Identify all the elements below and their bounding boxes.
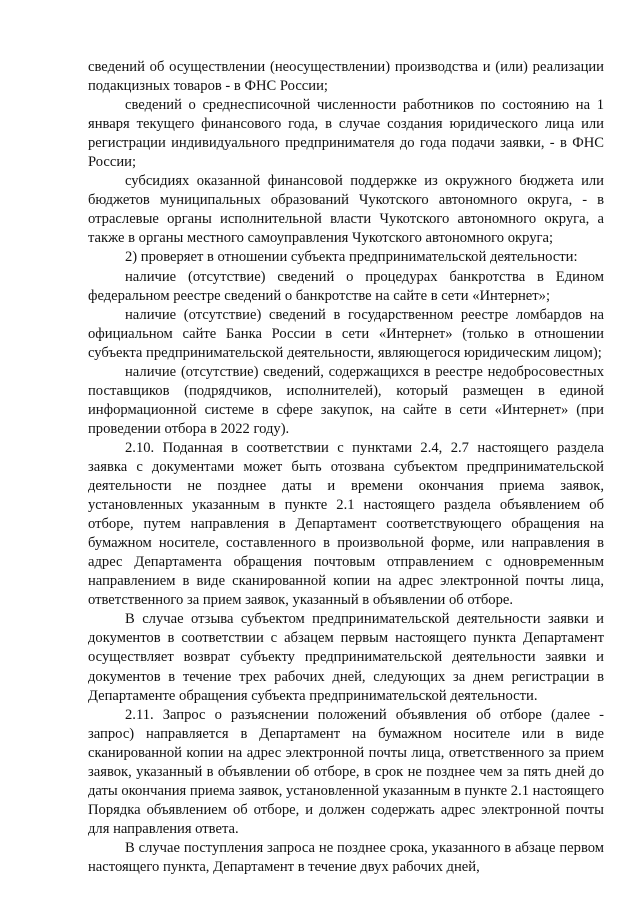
paragraph-unfair-suppliers-check: наличие (отсутствие) сведений, содержащихся в реестре недобросовестных поставщиков (подрядчиков, исполнителей), который размещен в единой информационной системе в сфере закупок, на сайте в сети «Интернет» (при проведении отбора в 2022 году). bbox=[88, 363, 604, 437]
paragraph-headcount-info: сведений о среднесписочной численности работников по состоянию на 1 января текущего финансового года, в случае создания юридического лица или регистрации индивидуального предпринимателя до года подачи заявки, - в ФНС России; bbox=[88, 97, 604, 171]
paragraph-section-2-10: 2.10. Поданная в соответствии с пунктами 2.4, 2.7 настоящего раздела заявка с документами может быть отозвана субъектом предпринимательской деятельности не позднее даты и времени окончания приема заявок, установленных указанным в пункте 2.1 настоящего раздела объявлением об отборе, путем направления в Департамент соответствующего обращения на бумажном носителе, составленного в произвольной форме, или направления в адрес Департамента обращения почтовым отправлением с одновременным направлением в виде сканированной копии на адрес электронной почты лица, ответственного за прием заявок, указанный в объявлении об отборе. bbox=[88, 439, 604, 609]
document-page bbox=[88, 58, 604, 877]
paragraph-verification-intro: 2) проверяет в отношении субъекта предпринимательской деятельности: bbox=[125, 249, 578, 266]
paragraph-bankruptcy-check: наличие (отсутствие) сведений о процедурах банкротства в Едином федеральном реестре сведений о банкротстве на сайте в сети «Интернет»; bbox=[88, 268, 604, 304]
paragraph-excise-goods-info: сведений об осуществлении (неосуществлении) производства и (или) реализации подакцизных товаров - в ФНС России; bbox=[88, 59, 604, 95]
paragraph-section-2-11: 2.11. Запрос о разъяснении положений объявления об отборе (далее - запрос) направляется в Департамент на бумажном носителе или в виде сканированной копии на адрес электронной почты лица, ответственного за прием заявок, указанный в объявлении об отборе, в срок не позднее чем за пять дней до даты окончания приема заявок, установленной указанным в пункте 2.1 настоящего Порядка объявлением об отборе, и должен содержать адрес электронной почты для направления ответа. bbox=[88, 706, 604, 837]
paragraph-request-received: В случае поступления запроса не позднее срока, указанного в абзаце первом настоящего пункта, Департамент в течение двух рабочих дней, bbox=[88, 839, 604, 875]
paragraph-pawnshop-registry-check: наличие (отсутствие) сведений в государственном реестре ломбардов на официальном сайте Банка России в сети «Интернет» (только в отношении субъекта предпринимательской деятельности, являющегося юридическим лицом); bbox=[88, 306, 604, 361]
paragraph-application-withdrawal: В случае отзыва субъектом предпринимательской деятельности заявки и документов в соответствии с абзацем первым настоящего пункта Департамент осуществляет возврат субъекту предпринимательской деятельности заявки и документов в течение трех рабочих дней, следующих за днем регистрации в Департаменте обращения субъекта предпринимательской деятельности. bbox=[88, 611, 604, 704]
paragraph-subsidies-info: субсидиях оказанной финансовой поддержке из окружного бюджета или бюджетов муниципальных образований Чукотского автономного округа, - в отраслевые органы исполнительной власти Чукотского автономного округа, а также в органы местного самоуправления Чукотского автономного округа; bbox=[88, 173, 604, 247]
